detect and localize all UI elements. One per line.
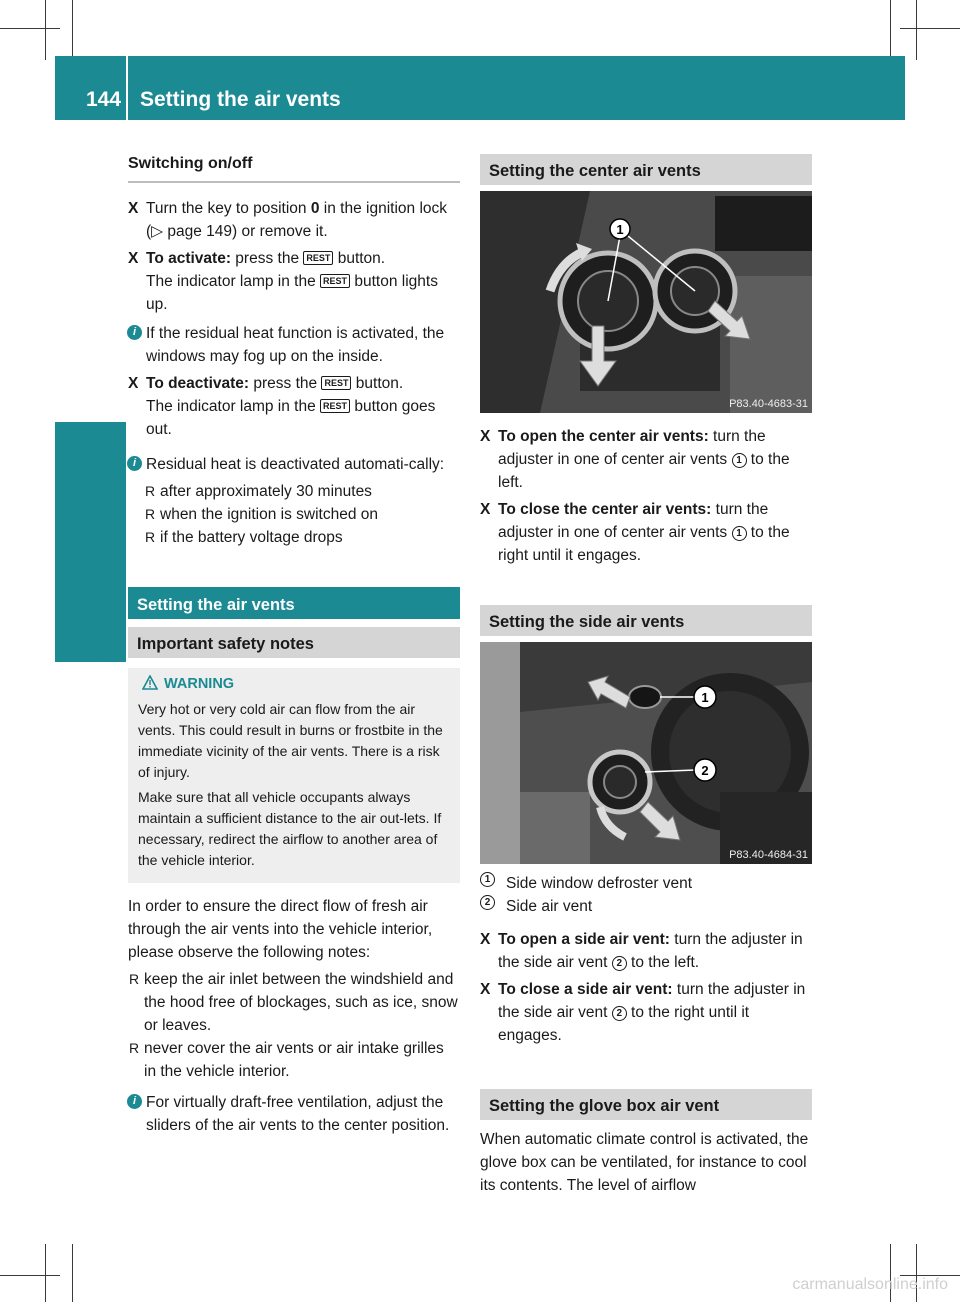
legend-item: 1 Side window defroster vent	[480, 872, 812, 895]
callout-1-icon: 1	[480, 872, 495, 887]
side-vents-illustration	[480, 642, 812, 864]
warning-title: WARNING	[138, 674, 450, 695]
info-fog: i If the residual heat function is activated, the windows may fog up on the inside.	[128, 322, 460, 368]
rest-button-icon: REST	[321, 376, 351, 390]
step-open-side: X To open a side air vent: turn the adjuster in the side air vent 2 to the left.	[480, 931, 803, 971]
safety-notes-title: Important safety notes	[128, 627, 460, 658]
center-vents-illustration	[480, 191, 812, 413]
bullet-icon: R	[145, 529, 156, 545]
list-item: R if the battery voltage drops	[144, 526, 460, 549]
glove-box-title: Setting the glove box air vent	[480, 1089, 812, 1120]
step-close-center: X To close the center air vents: turn the adjuster in one of center air vents 1 to the right until it engages.	[480, 501, 790, 564]
callout-1-icon: 1	[732, 453, 747, 468]
rest-button-icon: REST	[320, 399, 350, 413]
header-title: Setting the air vents	[140, 88, 341, 111]
list-item: R keep the air inlet between the windshield and the hood free of blockages, such as ice, snow or leaves.	[128, 968, 460, 1037]
warning-icon	[142, 675, 158, 690]
step-activate: X To activate: press the REST button. The indicator lamp in the REST button lights up.	[128, 250, 438, 313]
info-icon: i	[127, 1094, 142, 1109]
side-vents-photo	[480, 642, 812, 864]
warning-text: Very hot or very cold air can flow from the air vents. This could result in burns or frostbite in the immediate vicinity of the air vents. There is a risk of injury.	[138, 701, 443, 780]
section-title-air-vents: Setting the air vents	[128, 587, 460, 619]
header-separator	[126, 56, 128, 120]
warning-box	[128, 668, 460, 883]
bullet-icon: R	[129, 1040, 140, 1056]
page-number: 144	[86, 88, 122, 111]
left-column	[128, 152, 460, 1141]
callout-1-icon: 1	[732, 526, 747, 541]
bullet-icon: R	[129, 971, 140, 987]
info-deactivated: i Residual heat is deactivated automati-cally:	[128, 453, 460, 476]
list-item: R never cover the air vents or air intake grilles in the vehicle interior.	[128, 1037, 460, 1083]
rest-button-icon: REST	[303, 251, 333, 265]
svg-text:1: 1	[616, 222, 624, 237]
warning-text: Make sure that all vehicle occupants always maintain a sufficient distance to the air out-lets. If necessary, redirect the airflow to another area of the vehicle interior.	[138, 789, 442, 868]
bullet-icon: R	[145, 483, 156, 499]
side-vents-title: Setting the side air vents	[480, 605, 812, 636]
watermark: carmanualsonline.info	[792, 1276, 948, 1293]
center-vents-title: Setting the center air vents	[480, 154, 812, 185]
switching-heading: Switching on/off	[128, 152, 460, 183]
right-column	[480, 154, 812, 1197]
svg-text:P83.40-4684-31: P83.40-4684-31	[729, 849, 808, 861]
list-item: R after approximately 30 minutes	[144, 480, 460, 503]
callout-2-icon: 2	[612, 956, 627, 971]
glove-box-text: When automatic climate control is activated, the glove box can be ventilated, for instance to cool its contents. The level of airflow	[480, 1131, 809, 1194]
body-paragraph: In order to ensure the direct flow of fresh air through the air vents into the vehicle interior, please observe the following notes:	[128, 898, 433, 961]
legend-item: 2 Side air vent	[480, 895, 812, 918]
step-open-center: X To open the center air vents: turn the adjuster in one of center air vents 1 to the left.	[480, 428, 790, 491]
bullet-icon: R	[145, 506, 156, 522]
callout-2-icon: 2	[480, 895, 495, 910]
info-icon: i	[127, 456, 142, 471]
step-close-side: X To close a side air vent: turn the adjuster in the side air vent 2 to the right until it engages.	[480, 981, 806, 1044]
svg-text:1: 1	[701, 690, 709, 705]
callout-2-icon: 2	[612, 1006, 627, 1021]
list-item: R when the ignition is switched on	[144, 503, 460, 526]
rest-button-icon: REST	[320, 274, 350, 288]
step-deactivate: X To deactivate: press the REST button. The indicator lamp in the REST button goes out.	[128, 375, 436, 438]
info-icon: i	[127, 325, 142, 340]
center-vents-photo	[480, 191, 812, 413]
side-label: Climate control	[82, 485, 109, 660]
info-draft-free: i For virtually draft-free ventilation, adjust the sliders of the air vents to the center position.	[128, 1091, 460, 1137]
deactivation-list	[144, 480, 460, 549]
svg-text:P83.40-4683-31: P83.40-4683-31	[729, 398, 808, 410]
step-turn-key: X Turn the key to position 0 in the ignition lock (▷ page 149) or remove it.	[128, 200, 448, 240]
svg-text:2: 2	[701, 763, 709, 778]
